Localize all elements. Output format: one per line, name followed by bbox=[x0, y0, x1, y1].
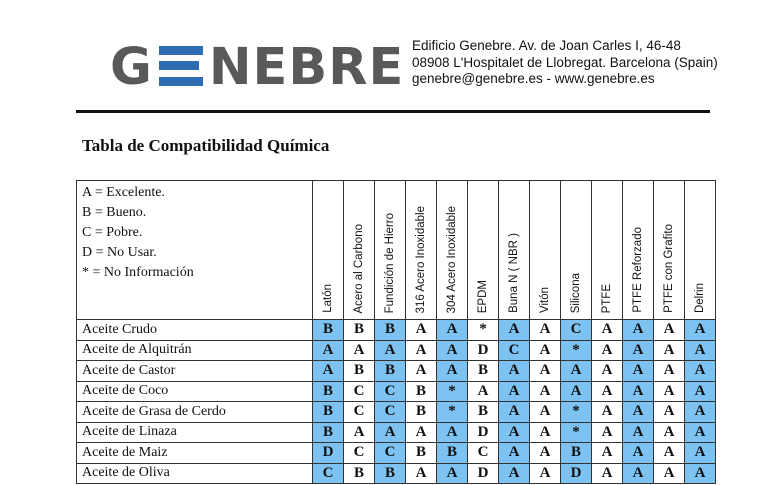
rating-cell: A bbox=[592, 381, 623, 402]
rating-cell: B bbox=[375, 320, 406, 341]
rating-cell: A bbox=[654, 443, 685, 464]
rating-cell: A bbox=[685, 422, 716, 443]
legend-item: A = Excelente. bbox=[82, 185, 165, 200]
rating-cell: A bbox=[685, 340, 716, 361]
rating-cell: A bbox=[623, 320, 654, 341]
table-row bbox=[77, 422, 716, 443]
substance-name: Aceite de Maiz bbox=[77, 443, 313, 464]
rating-cell: A bbox=[530, 463, 561, 484]
rating-cell: A bbox=[623, 422, 654, 443]
logo-letters-nebre: NEBRE bbox=[208, 38, 405, 97]
page-title: Tabla de Compatibilidad Química bbox=[82, 136, 330, 155]
rating-cell: A bbox=[592, 340, 623, 361]
rating-cell: A bbox=[685, 463, 716, 484]
rating-cell: A bbox=[437, 320, 468, 341]
material-label: 316 Acero Inoxidable bbox=[415, 205, 427, 313]
rating-cell: C bbox=[344, 381, 375, 402]
substance-name: Aceite Crudo bbox=[77, 320, 313, 341]
rating-cell: C bbox=[313, 463, 344, 484]
rating-cell: B bbox=[313, 402, 344, 423]
address-line: Edificio Genebre. Av. de Joan Carles I, 46-48 bbox=[412, 38, 681, 53]
rating-cell: A bbox=[654, 361, 685, 382]
rating-cell: A bbox=[530, 443, 561, 464]
rating-cell: A bbox=[375, 422, 406, 443]
rating-cell: A bbox=[654, 381, 685, 402]
rating-cell: C bbox=[499, 340, 530, 361]
legend-item: D = No Usar. bbox=[82, 245, 157, 260]
rating-cell: A bbox=[406, 422, 437, 443]
table-header-row bbox=[77, 181, 716, 320]
rating-cell: B bbox=[468, 361, 499, 382]
material-header bbox=[406, 181, 437, 320]
rating-cell: B bbox=[375, 361, 406, 382]
logo-stripes-e bbox=[159, 46, 203, 86]
rating-cell: B bbox=[406, 443, 437, 464]
substance-name: Aceite de Alquitrán bbox=[77, 340, 313, 361]
rating-cell: C bbox=[375, 381, 406, 402]
rating-cell: A bbox=[406, 463, 437, 484]
rating-cell: A bbox=[623, 381, 654, 402]
rating-cell: A bbox=[592, 402, 623, 423]
rating-cell: C bbox=[344, 402, 375, 423]
rating-cell: A bbox=[437, 361, 468, 382]
rating-cell: A bbox=[499, 361, 530, 382]
rating-cell: A bbox=[623, 340, 654, 361]
compatibility-table bbox=[76, 180, 716, 484]
rating-cell: A bbox=[685, 443, 716, 464]
rating-cell: * bbox=[561, 340, 592, 361]
substance-name: Aceite de Oliva bbox=[77, 463, 313, 484]
material-header bbox=[375, 181, 406, 320]
rating-cell: A bbox=[685, 402, 716, 423]
rating-cell: B bbox=[313, 381, 344, 402]
rating-cell: A bbox=[437, 340, 468, 361]
rating-cell: B bbox=[375, 463, 406, 484]
rating-cell: A bbox=[406, 320, 437, 341]
table-row bbox=[77, 463, 716, 484]
material-label: Acero al Carbono bbox=[353, 223, 365, 313]
rating-cell: B bbox=[437, 443, 468, 464]
material-label: Vitón bbox=[539, 286, 551, 313]
rating-cell: A bbox=[406, 361, 437, 382]
rating-cell: A bbox=[530, 381, 561, 402]
legend-item: * = No Información bbox=[82, 265, 194, 280]
address-line: 08908 L'Hospitalet de Llobregat. Barcelona (Spain) bbox=[412, 54, 718, 70]
legend bbox=[77, 181, 313, 320]
rating-cell: A bbox=[530, 320, 561, 341]
substance-name: Aceite de Grasa de Cerdo bbox=[77, 402, 313, 423]
table-row bbox=[77, 381, 716, 402]
material-header bbox=[592, 181, 623, 320]
company-address bbox=[412, 38, 718, 88]
rating-cell: A bbox=[499, 402, 530, 423]
rating-cell: * bbox=[561, 402, 592, 423]
rating-cell: B bbox=[344, 361, 375, 382]
material-label: Buna N ( NBR ) bbox=[508, 233, 520, 313]
material-header bbox=[313, 181, 344, 320]
rating-cell: A bbox=[685, 381, 716, 402]
rating-cell: C bbox=[375, 443, 406, 464]
rating-cell: C bbox=[561, 320, 592, 341]
rating-cell: A bbox=[499, 463, 530, 484]
rating-cell: C bbox=[344, 443, 375, 464]
logo-letter-g: G bbox=[110, 38, 153, 97]
material-label: EPDM bbox=[477, 279, 489, 313]
table-body bbox=[77, 320, 716, 484]
rating-cell: B bbox=[406, 381, 437, 402]
rating-cell: B bbox=[344, 320, 375, 341]
rating-cell: A bbox=[561, 361, 592, 382]
rating-cell: A bbox=[344, 340, 375, 361]
table-row bbox=[77, 340, 716, 361]
rating-cell: A bbox=[592, 443, 623, 464]
rating-cell: A bbox=[530, 402, 561, 423]
table-row bbox=[77, 443, 716, 464]
rating-cell: B bbox=[313, 320, 344, 341]
rating-cell: * bbox=[561, 422, 592, 443]
material-header bbox=[654, 181, 685, 320]
rating-cell: A bbox=[685, 361, 716, 382]
material-header bbox=[499, 181, 530, 320]
material-header bbox=[561, 181, 592, 320]
material-label: Silicona bbox=[570, 272, 582, 313]
material-label: PTFE bbox=[601, 283, 613, 313]
rating-cell: B bbox=[468, 402, 499, 423]
table-row bbox=[77, 361, 716, 382]
rating-cell: A bbox=[592, 320, 623, 341]
rating-cell: B bbox=[561, 443, 592, 464]
header-divider bbox=[76, 110, 710, 113]
rating-cell: A bbox=[530, 422, 561, 443]
rating-cell: A bbox=[406, 340, 437, 361]
rating-cell: A bbox=[499, 422, 530, 443]
rating-cell: A bbox=[437, 463, 468, 484]
rating-cell: A bbox=[623, 361, 654, 382]
rating-cell: C bbox=[375, 402, 406, 423]
substance-name: Aceite de Castor bbox=[77, 361, 313, 382]
rating-cell: A bbox=[654, 320, 685, 341]
rating-cell: A bbox=[623, 443, 654, 464]
material-header bbox=[344, 181, 375, 320]
rating-cell: A bbox=[592, 422, 623, 443]
material-label: 304 Acero Inoxidable bbox=[446, 205, 458, 313]
material-header bbox=[437, 181, 468, 320]
rating-cell: D bbox=[313, 443, 344, 464]
legend-item: B = Bueno. bbox=[82, 205, 147, 220]
rating-cell: A bbox=[685, 320, 716, 341]
material-label: PTFE con Grafito bbox=[663, 224, 675, 313]
substance-name: Aceite de Linaza bbox=[77, 422, 313, 443]
table-row bbox=[77, 402, 716, 423]
material-header bbox=[530, 181, 561, 320]
substance-name: Aceite de Coco bbox=[77, 381, 313, 402]
material-label: PTFE Reforzado bbox=[632, 227, 644, 313]
rating-cell: D bbox=[468, 340, 499, 361]
rating-cell: B bbox=[406, 402, 437, 423]
material-label: Latón bbox=[322, 284, 334, 313]
rating-cell: B bbox=[313, 422, 344, 443]
rating-cell: A bbox=[313, 361, 344, 382]
rating-cell: A bbox=[313, 340, 344, 361]
logo-wordmark bbox=[110, 38, 405, 97]
rating-cell: A bbox=[530, 361, 561, 382]
rating-cell: D bbox=[468, 422, 499, 443]
rating-cell: A bbox=[468, 381, 499, 402]
material-label: Fundición de Hierro bbox=[384, 212, 396, 313]
rating-cell: A bbox=[499, 381, 530, 402]
rating-cell: D bbox=[561, 463, 592, 484]
material-header bbox=[468, 181, 499, 320]
rating-cell: A bbox=[437, 422, 468, 443]
rating-cell: A bbox=[623, 402, 654, 423]
rating-cell: A bbox=[530, 340, 561, 361]
rating-cell: D bbox=[468, 463, 499, 484]
rating-cell: A bbox=[561, 381, 592, 402]
rating-cell: A bbox=[623, 463, 654, 484]
rating-cell: A bbox=[592, 463, 623, 484]
rating-cell: A bbox=[654, 422, 685, 443]
rating-cell: * bbox=[437, 381, 468, 402]
rating-cell: B bbox=[344, 463, 375, 484]
rating-cell: A bbox=[592, 361, 623, 382]
address-line: genebre@genebre.es - www.genebre.es bbox=[412, 71, 655, 86]
genebre-logo bbox=[110, 38, 405, 97]
rating-cell: * bbox=[437, 402, 468, 423]
rating-cell: C bbox=[468, 443, 499, 464]
material-label: Delrin bbox=[694, 282, 706, 313]
rating-cell: A bbox=[654, 340, 685, 361]
material-header bbox=[685, 181, 716, 320]
material-header bbox=[623, 181, 654, 320]
table-row bbox=[77, 320, 716, 341]
rating-cell: A bbox=[375, 340, 406, 361]
legend-item: C = Pobre. bbox=[82, 225, 143, 240]
rating-cell: A bbox=[499, 443, 530, 464]
rating-cell: A bbox=[654, 402, 685, 423]
rating-cell: A bbox=[499, 320, 530, 341]
rating-cell: * bbox=[468, 320, 499, 341]
rating-cell: A bbox=[344, 422, 375, 443]
rating-cell: A bbox=[654, 463, 685, 484]
